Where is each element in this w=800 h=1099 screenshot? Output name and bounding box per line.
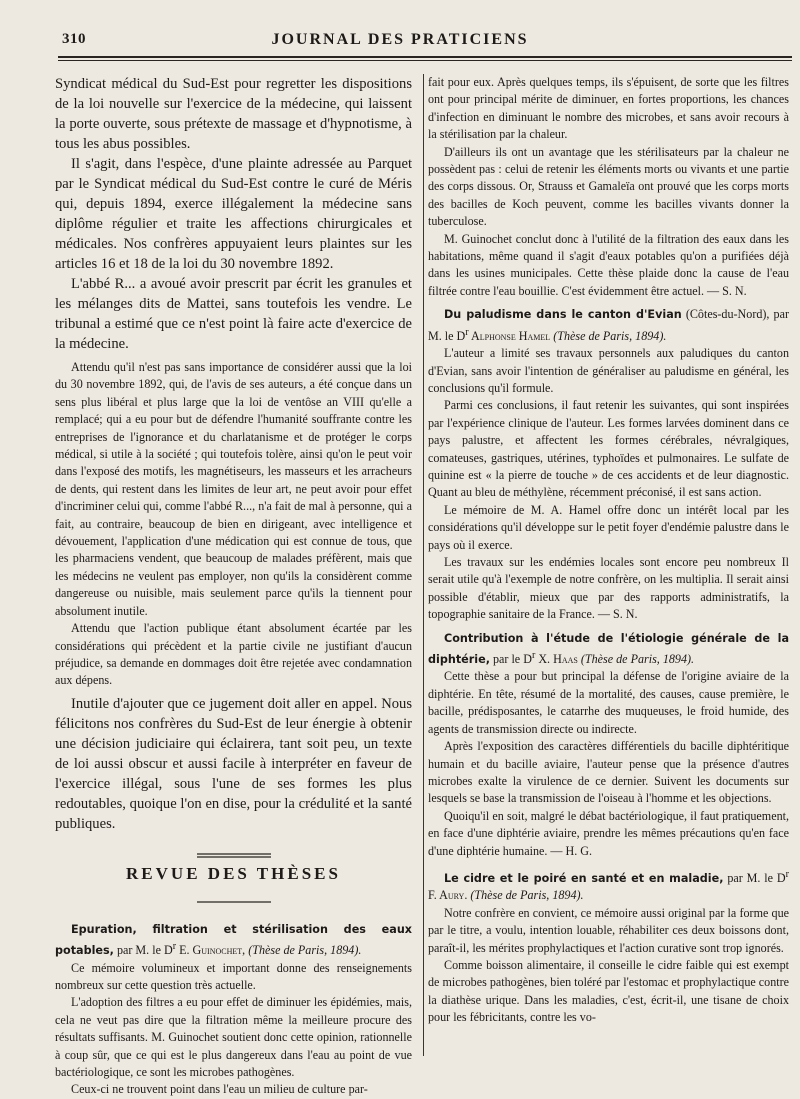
page-header — [0, 0, 800, 58]
review-entry-author: X. Haas — [535, 652, 578, 667]
page-number: 310 — [62, 31, 86, 47]
header-rule-thin — [58, 60, 792, 61]
paragraph: Syndicat médical du Sud-Est pour regretter les dispositions de la loi nouvelle sur l'exercice de la médecine, qui laissent la porte ouverte, sous prétexte de massage et d'hypnotisme, à tous les abus possibles. — [55, 76, 412, 152]
left-column — [55, 74, 412, 1099]
section-title: REVUE DES THÈSES — [126, 863, 341, 883]
paragraph: Les travaux sur les endémies locales sont encore peu nombreux Il serait utile qu'à l'exemple de notre confrère, on les multiplia. Il serait ainsi possible d'établir, mieux que par des rapports administratifs, la topographie sanitaire de la France. — S. N. — [428, 555, 789, 622]
doctor-superscript: r — [785, 868, 789, 880]
review-entry-thesis: (Thèse de Paris, 1894). — [248, 943, 362, 958]
column-divider — [423, 74, 424, 1056]
paragraph: Parmi ces conclusions, il faut retenir les suivantes, qui sont inspirées par l'expérience clinique de l'auteur. Les formes larvées dominent dans ce pays palustre, et affectent les formes cérébrales, névralgiques, comateuses, gastriques, utérines, typhoïdes et pulmonaires. Le sulfate de quinine est « la pierre de touche » de ces accidents et de leur diagnostic. Quant au bleu de méthylène, récemment préconisé, il est sans action. — [428, 398, 789, 500]
review-entry-title: Du paludisme dans le canton d'Evian — [444, 308, 682, 322]
paragraph: fait pour eux. Après quelques temps, ils s'épuisent, de sorte que les filtres ont pour principal mérite de diminuer, en fortes proportions, les chances d'infection en diminuant le nombre des microbes, et sans avoir recours à la stérilisation par la chaleur. — [428, 75, 789, 142]
paragraph: D'ailleurs ils ont un avantage que les stérilisateurs par la chaleur ne possèdent pas : celui de retenir les éléments morts ou vivants et une partie des corps dissous. Or, Strauss et Gamaleïa ont prouvé que les corps morts des bacilles de Koch peuvent, comme les bacilles vivants donner la tuberculose. — [428, 144, 789, 229]
paragraph: L'auteur a limité ses travaux personnels aux paludiques du canton d'Evian, sans avoir l'intention de généraliser au paludisme en général, les conclusions qu'il formule. — [428, 346, 789, 395]
review-entry-author: Alphonse Hamel — [468, 328, 551, 343]
review-entry-author: E. Guinochet — [176, 943, 243, 958]
paragraph: Ceux-ci ne trouvent point dans l'eau un milieu de culture par- — [71, 1082, 368, 1097]
quoted-judgment-paragraph: Attendu qu'il n'est pas sans importance de considérer aussi que la loi du 30 novembre 1892, qui, de l'avis de ses auteurs, a été conçue dans un sens plus libéral et plus large que la loi de ventôse an VIII qu'elle a remplacé; qui a eu pour but de défendre l'humanité souffrante contre les entreprises de l'ignorance et du charlatanisme et de protéger le corps médical, si utile à la société ; qui toutefois tolère, ainsi qu'on le peut voir dans l'exposé des motifs, les magnétiseurs, les masseurs et les arracheurs de dents, qui restent dans les limites de leur art, ne peut avoir pour effet d'incriminer celui qui, comme l'abbé R..., n'a fait de mal à personne, qui a fait, au contraire, beaucoup de bien en dirigeant, avec intelligence et dévouement, l'application d'une médication qui est connue de tous, que les pharmaciens vendent, que beaucoup de malades préfèrent, mais que les médecins ne veulent pas employer, non qu'ils la considèrent comme dangereuse ou nuisible, mais seulement parce qu'ils la tiennent pour absolument inutile. — [55, 360, 412, 618]
paragraph: Après l'exposition des caractères différentiels du bacille diphtéritique humain et du bacille aviaire, l'auteur pense que la présence d'autres microbes exalte la virulence de ce dernier. Suivent les documents sur lesquels se base la transmission de l'oiseau à l'homme et les objections. — [428, 739, 789, 806]
review-entry-thesis: (Thèse de Paris, 1894). — [580, 652, 695, 667]
review-entry-heading — [428, 306, 789, 345]
doctor-superscript: r — [172, 941, 177, 953]
ornament-rule-icon — [197, 852, 271, 860]
paragraph: Comme boisson alimentaire, il conseille le cidre faible qui est exempt de microbes pathogènes, bien toléré par l'estomac et prophylactique contre la diathèse urique. Dans les maladies, c'est, écrit-il, une tisane de choix pour les fébricitants, contre les vo- — [428, 958, 789, 1025]
paragraph: Il s'agit, dans l'espèce, d'une plainte adressée au Parquet par le Syndicat médical du Sud-Est contre le curé de Méris qui, depuis 1894, exerce illégalement la médecine sans diplôme régulier et traite les affections chirurgicales et médicales. Nos confrères appuyaient leurs plaintes sur les articles 16 et 18 de la loi du 30 novembre 1892. — [55, 156, 412, 272]
ornament-rule-icon — [197, 899, 271, 907]
quoted-judgment-paragraph: Attendu que l'action publique étant absolument écartée par les considérations qui précèdent et la partie civile ne justifiant d'aucun préjudice, sa demande en dommages doit être rejetée avec condamnation aux dépens. — [55, 621, 412, 688]
review-entry-title: Le cidre et le poiré en santé et en maladie, — [444, 871, 724, 885]
paragraph: Quoiqu'il en soit, malgré le débat bactériologique, il faut pratiquement, en face d'une diphtérie aviaire, prendre les mêmes précautions qu'en face d'une diphtérie humaine. — H. G. — [428, 808, 789, 858]
review-entry-thesis: (Thèse de Paris, 1894). — [470, 888, 584, 903]
review-entry-title: Epuration, filtration et stérilisation des eaux potables, — [55, 922, 412, 958]
right-column — [428, 74, 789, 1027]
paragraph: L'abbé R... a avoué avoir prescrit par écrit les granules et les mélanges dits de Mattei, sans toutefois les vendre. Le tribunal a estimé que ce n'est point là faire acte d'exercice de la médecine. — [55, 276, 412, 352]
paragraph: L'adoption des filtres a eu pour effet de diminuer les épidémies, mais, cela ne veut pas dire que la filtration même la meilleure procure des résultats suffisants. M. Guinochet soutient donc cette opinion, rationnelle à coup sûr, que ce qui est le plus dangereux dans l'eau au point de vue bactériologique, ce sont les microbes pathogènes. — [55, 995, 412, 1079]
review-entry-heading — [428, 630, 789, 669]
review-entry-author-prefix: par M. le D — [113, 943, 173, 958]
paragraph: Cette thèse a pour but principal la défense de l'origine aviaire de la diphtérie. En tête, résumé de la mortalité, des causes, cause première, le bacille, prédisposantes, le catarrhe des muqueuses, le froid humide, des agents de transmission directe ou indirecte. — [428, 669, 789, 736]
review-entry-author-prefix: par M. le D — [723, 870, 786, 885]
review-entry-thesis: (Thèse de Paris, 1894). — [553, 328, 667, 343]
doctor-superscript: r — [531, 650, 536, 662]
section-heading-block — [55, 852, 412, 907]
paragraph: Le mémoire de M. A. Hamel offre donc un intérêt local par les considérations qu'il développe sur le petit foyer d'endémie palustre dans le pays où il exerce. — [428, 502, 789, 552]
review-entry-author-prefix: par le D — [489, 652, 532, 667]
review-entry-heading: Le cidre et le poiré en santé et en maladie, par M. le $D^r$ F. Aury. (Thèse de Paris, 1894). — [428, 868, 789, 903]
header-rule — [58, 56, 792, 58]
review-entry-author: F. Aury — [428, 888, 465, 903]
doctor-superscript: r — [465, 326, 469, 338]
review-entry-title: Contribution à l'étude de l'étiologie générale de la diphtérie, — [428, 631, 789, 667]
paragraph: Ce mémoire volumineux et important donne des renseignements nombreux sur cette question très actuelle. — [55, 960, 412, 992]
review-entry-heading: Epuration, filtration et stérilisation des eaux potables, par M. le $D^r$ E. Guinochet, (Thèse de Paris, 1894). — [55, 922, 412, 958]
review-entry-author-prefix: (Côtes-du-Nord), par M. le D — [428, 307, 790, 343]
paragraph: Inutile d'ajouter que ce jugement doit aller en appel. Nous félicitons nos confrères du Sud-Est de leur énergie à obtenir une décision judiciaire qui éclairera, tant soit peu, un texte de loi aussi obscur et aussi facile à interpréter en faveur de l'exercice illégal, sous l'une de ses formes les plus redoutables, quoique l'on en dise, pour la crédulité et la santé publiques. — [55, 695, 412, 832]
paragraph: Notre confrère en convient, ce mémoire aussi original par la forme que par le titre, a voulu, intention louable, réhabiliter ces deux boissons dont, paraît-il, les mérites prophylactiques et l'action curative sont trop ignorés. — [428, 905, 789, 955]
journal-title: JOURNAL DES PRATICIENS — [271, 31, 529, 48]
paragraph: M. Guinochet conclut donc à l'utilité de la filtration des eaux dans les habitations, même quand il s'agit d'eaux potables qu'on a purifiées déjà dans les usines municipales. Cette thèse plaide donc la cause de l'eau filtrée contre l'eau bouillie. C'est évidemment être actuel. — S. N. — [428, 231, 789, 298]
